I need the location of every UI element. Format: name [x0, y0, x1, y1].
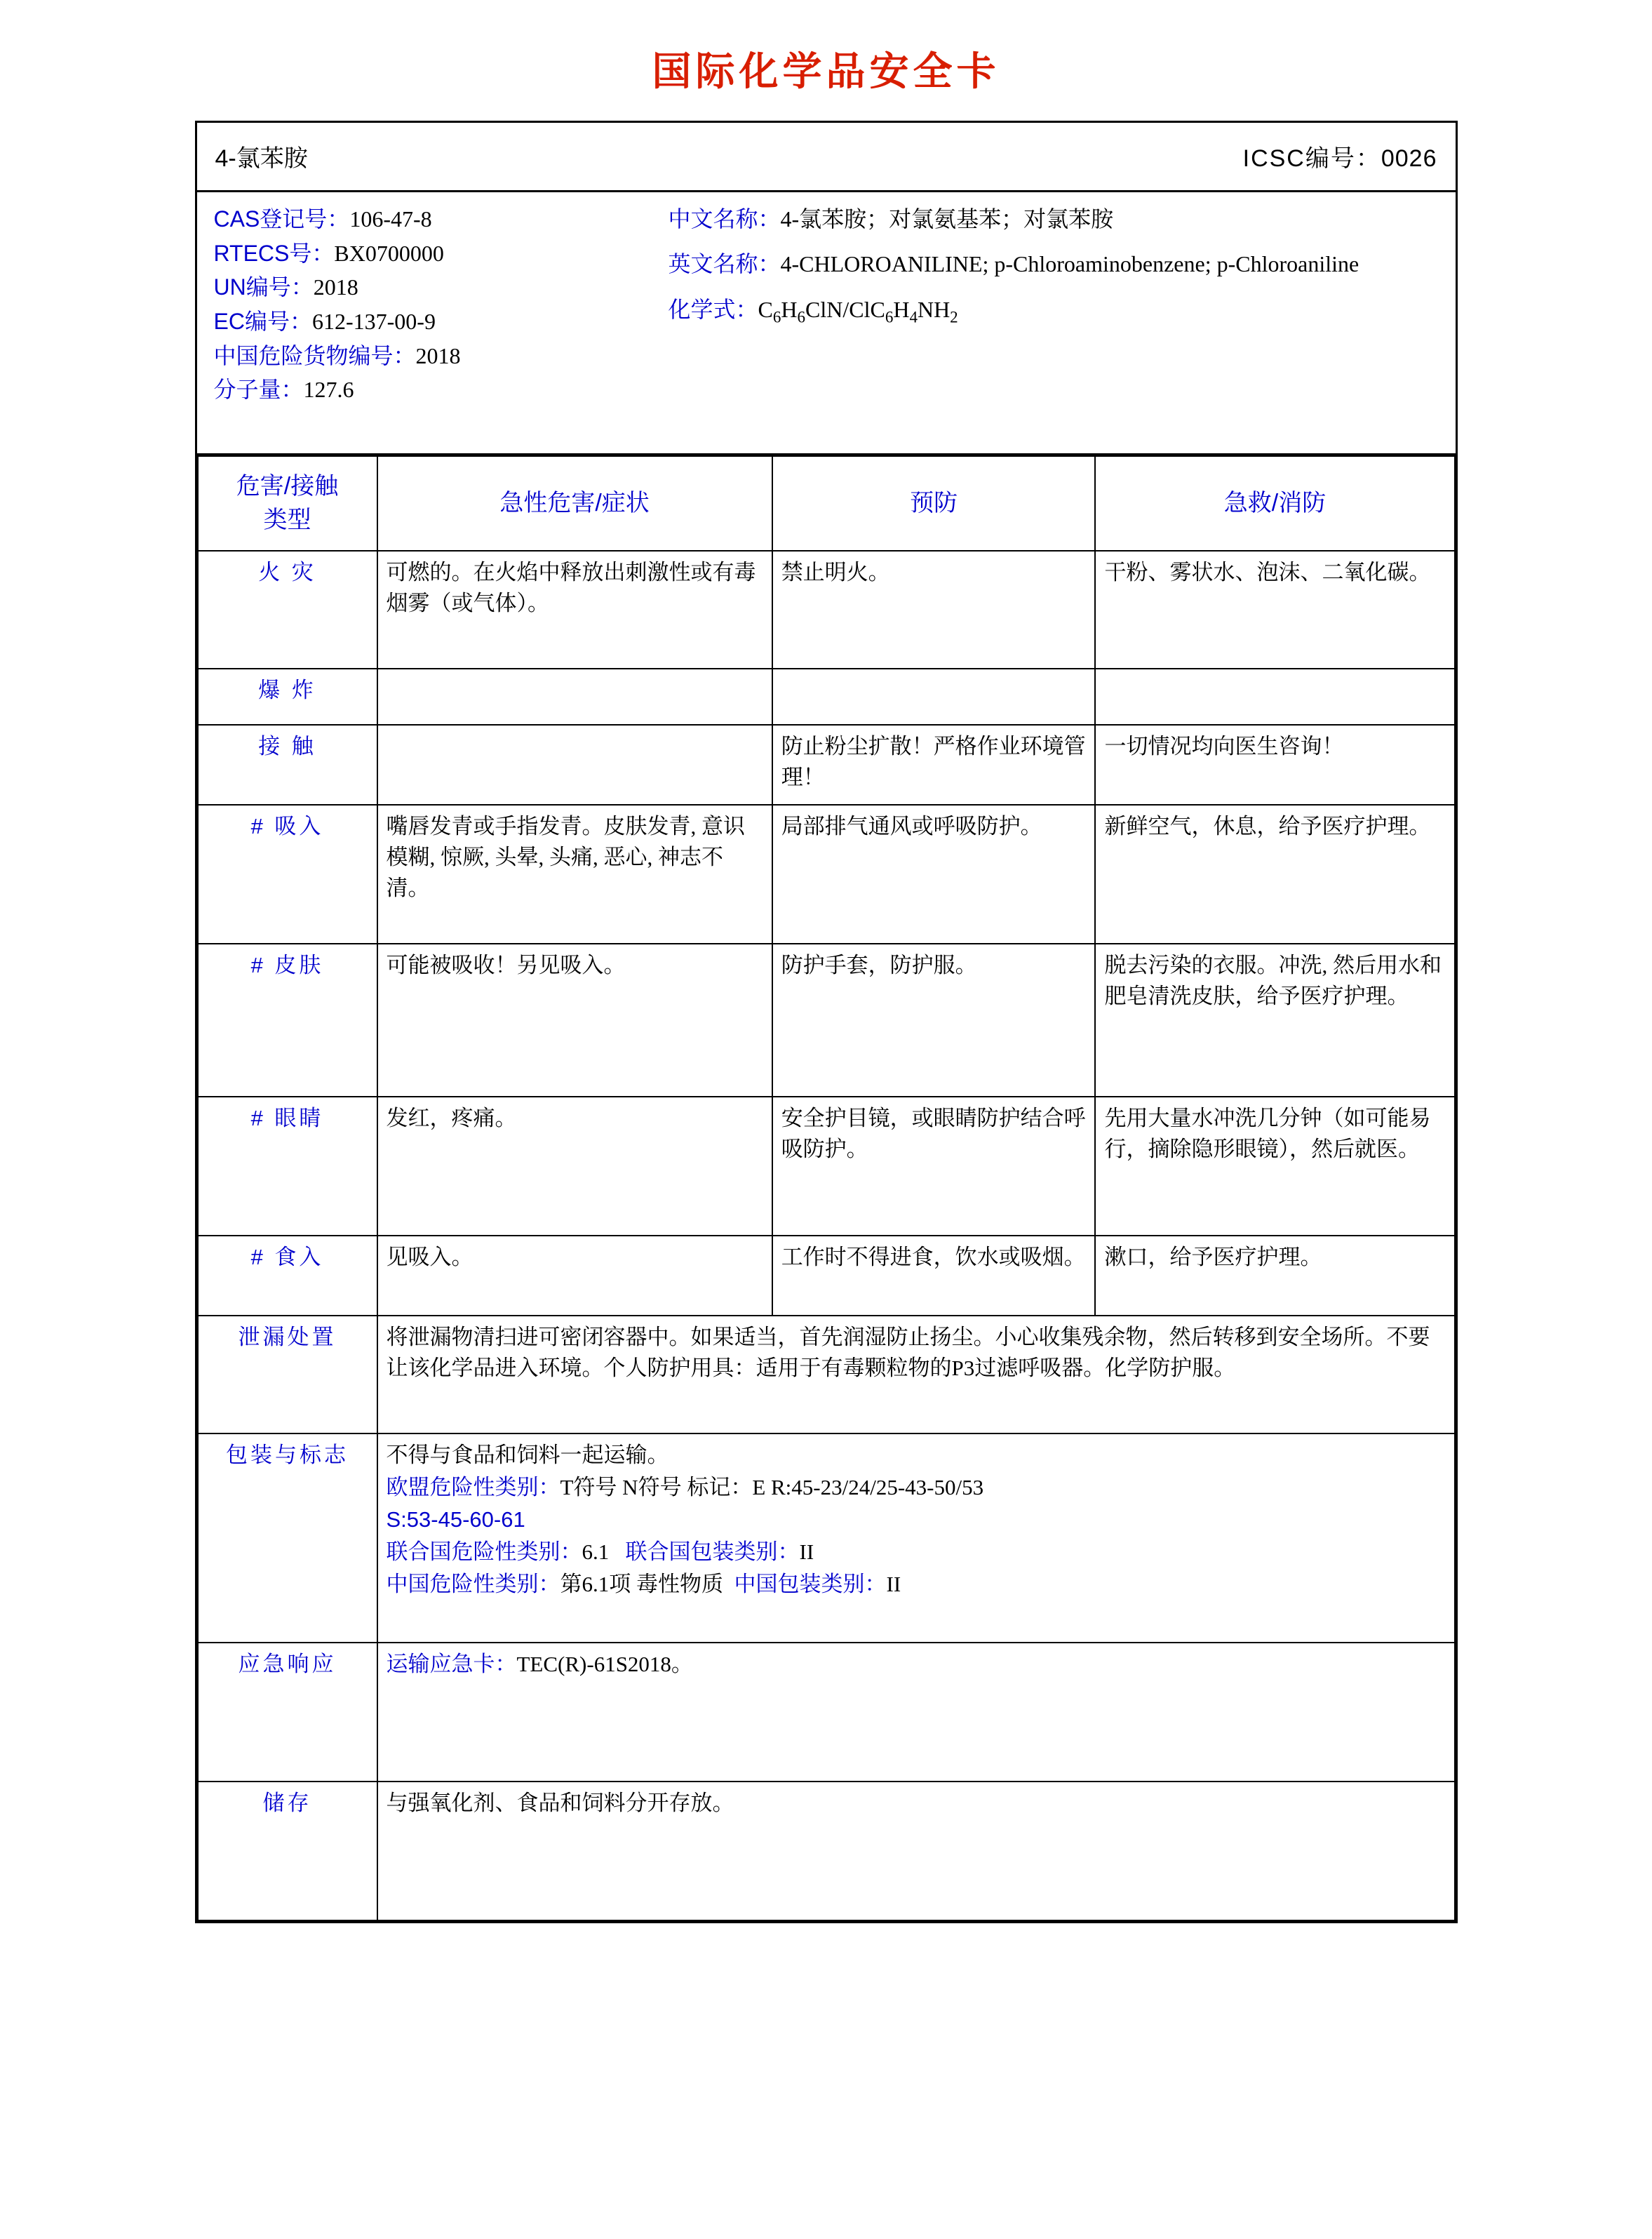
ec-row	[214, 305, 663, 339]
packaging-s-line: S:53-45-60-61	[386, 1506, 525, 1532]
formula-value: $C_6H_6ClN/ClC_6H_4NH_2$	[758, 297, 958, 326]
fire-prevention: 禁止明火。	[772, 551, 1096, 669]
un-label: UN编号：	[213, 274, 314, 300]
table-row	[198, 944, 1455, 1097]
ingestion-firstaid: 漱口，给予医疗护理。	[1095, 1236, 1454, 1316]
identification-left	[214, 202, 663, 407]
exposure-acute	[377, 725, 772, 805]
table-row	[198, 805, 1455, 944]
tec-card-label: 运输应急卡：	[386, 1651, 517, 1676]
inhalation-acute: 嘴唇发青或手指发青。皮肤发青, 意识模糊, 惊厥, 头晕, 头痛, 恶心, 神志不清。	[377, 805, 772, 944]
chinese-name-row	[669, 202, 1442, 236]
un-pack-value: II	[799, 1539, 814, 1564]
row-label-skin: # 皮肤	[198, 944, 377, 1097]
packaging-eu-line	[387, 1472, 1446, 1503]
column-header-acute: 急性危害/症状	[377, 456, 772, 551]
cn-dangerous-goods-value: 2018	[415, 342, 461, 368]
icsc-number-block	[1243, 139, 1437, 173]
cn-pack-value: II	[886, 1571, 901, 1596]
column-header-prevention: 预防	[772, 456, 1096, 551]
english-name-row	[669, 247, 1442, 281]
skin-prevention: 防护手套，防护服。	[772, 944, 1096, 1097]
english-name-label: 英文名称：	[668, 251, 781, 276]
cn-dangerous-goods-row	[214, 339, 663, 373]
column-header-firstaid: 急救/消防	[1095, 456, 1454, 551]
fire-firstaid: 干粉、雾状水、泡沫、二氧化碳。	[1095, 551, 1454, 669]
inhalation-prevention: 局部排气通风或呼吸防护。	[772, 805, 1096, 944]
table-header-row	[198, 456, 1455, 551]
ec-value: 612-137-00-9	[311, 308, 436, 334]
rtecs-row	[214, 236, 663, 271]
icsc-card	[195, 121, 1458, 1923]
hazards-table	[197, 455, 1456, 1921]
fire-acute: 可燃的。在火焰中释放出刺激性或有毒烟雾（或气体）。	[377, 551, 772, 669]
table-row	[198, 1236, 1455, 1316]
ec-label: EC编号：	[213, 308, 312, 334]
un-pack-label: 联合国包装类别：	[625, 1539, 800, 1564]
cn-class-label: 中国危险性类别：	[386, 1571, 560, 1596]
cn-class-value: 第6.1项 毒性物质	[560, 1571, 723, 1596]
page-title: 国际化学品安全卡	[652, 49, 1000, 93]
rtecs-label: RTECS号：	[213, 240, 335, 266]
skin-acute: 可能被吸收！另见吸入。	[377, 944, 772, 1097]
chinese-name-value: 4-氯苯胺；对氯氨基苯；对氯苯胺	[780, 206, 1114, 232]
un-value: 2018	[313, 274, 358, 300]
explosion-firstaid	[1095, 669, 1454, 725]
packaging-cn-line	[387, 1569, 1446, 1600]
row-label-inhalation: # 吸入	[198, 805, 377, 944]
card-header	[197, 123, 1456, 192]
icsc-number: 0026	[1381, 145, 1437, 172]
rtecs-value: BX0700000	[334, 240, 444, 266]
row-label-explosion: 爆 炸	[198, 669, 377, 725]
exposure-firstaid: 一切情况均向医生咨询！	[1095, 725, 1454, 805]
ingestion-prevention: 工作时不得进食，饮水或吸烟。	[772, 1236, 1096, 1316]
spill-text: 将泄漏物清扫进可密闭容器中。如果适当，首先润湿防止扬尘。小心收集残余物，然后转移到安全场所。不要让该化学品进入环境。个人防护用具：适用于有毒颗粒物的P3过滤呼吸器。化学防护服。	[377, 1316, 1455, 1433]
table-row	[198, 551, 1455, 669]
formula-row	[669, 292, 1442, 326]
formula-label: 化学式：	[668, 297, 758, 322]
row-label-packaging: 包装与标志	[198, 1433, 377, 1643]
row-label-exposure: 接 触	[198, 725, 377, 805]
identification-block	[197, 192, 1456, 455]
column-header-type	[198, 456, 377, 551]
molecular-weight-value: 127.6	[303, 377, 354, 403]
row-label-storage: 储存	[198, 1782, 377, 1920]
row-label-emergency-response: 应急响应	[198, 1643, 377, 1782]
tec-card-value: TEC(R)-61S2018。	[516, 1651, 693, 1676]
table-row	[198, 1316, 1455, 1433]
un-class-label: 联合国危险性类别：	[386, 1539, 582, 1564]
cn-pack-label: 中国包装类别：	[734, 1571, 887, 1596]
column-header-type-line1: 危害/接触	[236, 473, 339, 500]
icsc-label: ICSC编号：	[1242, 145, 1381, 172]
table-row	[198, 1433, 1455, 1643]
cn-dangerous-goods-label: 中国危险货物编号：	[213, 342, 416, 368]
packaging-content	[377, 1433, 1455, 1643]
row-label-ingestion: # 食入	[198, 1236, 377, 1316]
emergency-response-content	[377, 1643, 1455, 1782]
explosion-acute	[377, 669, 772, 725]
packaging-transport-note: 不得与食品和饲料一起运输。	[386, 1442, 669, 1467]
eu-class-value: T符号 N符号 标记：E R:45-23/24/25-43-50/53	[560, 1474, 984, 1499]
identification-right	[663, 202, 1442, 407]
eyes-firstaid: 先用大量水冲洗几分钟（如可能易行，摘除隐形眼镜），然后就医。	[1095, 1097, 1454, 1236]
table-row	[198, 725, 1455, 805]
un-row	[214, 270, 663, 305]
inhalation-firstaid: 新鲜空气，休息，给予医疗护理。	[1095, 805, 1454, 944]
table-row	[198, 1643, 1455, 1782]
substance-name: 4-氯苯胺	[215, 145, 308, 172]
column-header-type-line2: 类型	[263, 507, 311, 534]
table-row	[198, 1782, 1455, 1920]
cas-row	[214, 202, 663, 236]
packaging-un-line	[387, 1537, 1446, 1568]
cas-value: 106-47-8	[349, 206, 432, 232]
english-name-value: 4-CHLOROANILINE; p-Chloroaminobenzene; p-Chloroaniline	[780, 251, 1359, 276]
row-label-eyes: # 眼睛	[198, 1097, 377, 1236]
cas-label: CAS登记号：	[213, 206, 350, 232]
explosion-prevention	[772, 669, 1096, 725]
row-label-fire: 火 灾	[198, 551, 377, 669]
chinese-name-label: 中文名称：	[668, 206, 781, 232]
molecular-weight-label: 分子量：	[213, 377, 304, 403]
table-row	[198, 1097, 1455, 1236]
eyes-acute: 发红，疼痛。	[377, 1097, 772, 1236]
exposure-prevention: 防止粉尘扩散！严格作业环境管理！	[772, 725, 1096, 805]
eu-class-label: 欧盟危险性类别：	[386, 1474, 560, 1499]
skin-firstaid: 脱去污染的衣服。冲洗, 然后用水和肥皂清洗皮肤，给予医疗护理。	[1095, 944, 1454, 1097]
ingestion-acute: 见吸入。	[377, 1236, 772, 1316]
eyes-prevention: 安全护目镜，或眼睛防护结合呼吸防护。	[772, 1097, 1096, 1236]
storage-text: 与强氧化剂、食品和饲料分开存放。	[377, 1782, 1455, 1920]
row-label-spill: 泄漏处置	[198, 1316, 377, 1433]
un-class-value: 6.1	[582, 1539, 610, 1564]
table-row	[198, 669, 1455, 725]
molecular-weight-row	[214, 373, 663, 407]
